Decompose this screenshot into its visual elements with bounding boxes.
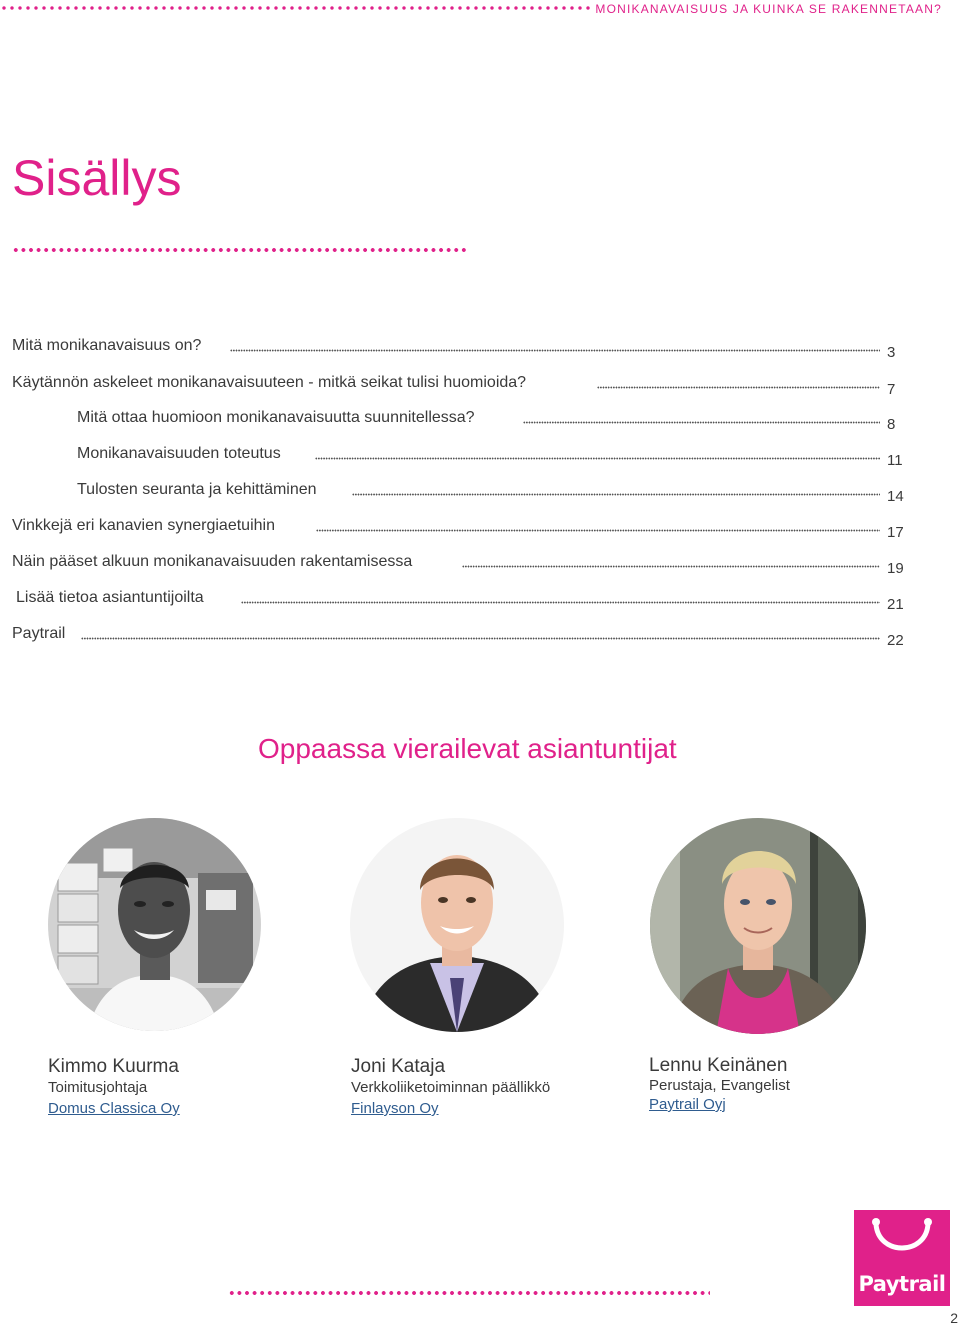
toc-item[interactable]: [0, 516, 960, 540]
toc-item[interactable]: [0, 373, 960, 397]
expert-name: Joni Kataja: [351, 1056, 446, 1077]
toc-item-page: 17: [887, 524, 904, 541]
paytrail-logo: [854, 1210, 950, 1306]
expert-card-lennu: [649, 1055, 790, 1115]
expert-photo-lennu: [650, 818, 866, 1034]
expert-card-kimmo: [48, 1056, 180, 1120]
running-title: MONIKANAVAISUUS JA KUINKA SE RAKENNETAAN?: [595, 2, 942, 16]
toc-dot-leader: [462, 565, 880, 568]
toc-item[interactable]: [0, 588, 960, 612]
toc-item-page: 7: [887, 381, 896, 398]
expert-company-link[interactable]: Domus Classica Oy: [48, 1100, 180, 1117]
toc-dot-leader: [597, 386, 880, 389]
toc-item-page: 14: [887, 488, 904, 505]
bottom-dotted-rule: [228, 1291, 710, 1295]
toc-item-label: Mitä ottaa huomioon monikanavaisuutta suunnitellessa?: [77, 409, 475, 426]
expert-role: Perustaja, Evangelist: [649, 1077, 790, 1094]
toc-item-page: 22: [887, 632, 904, 649]
toc-dot-leader: [316, 529, 880, 532]
expert-company-link[interactable]: Paytrail Oyj: [649, 1096, 726, 1113]
toc-item-label: Tulosten seuranta ja kehittäminen: [77, 481, 317, 498]
expert-photo-joni: [350, 818, 564, 1032]
toc-item-label: Vinkkejä eri kanavien synergiaetuihin: [12, 517, 275, 534]
top-dotted-rule: [0, 6, 590, 10]
experts-heading: Oppaassa vierailevat asiantuntijat: [258, 733, 677, 764]
toc-item-label: Näin pääset alkuun monikanavaisuuden rakentamisessa: [12, 553, 413, 570]
toc-item-page: 11: [887, 452, 903, 469]
page-title: Sisällys: [12, 150, 182, 206]
toc-item-page: 21: [887, 596, 904, 613]
toc-dot-leader: [81, 637, 880, 640]
expert-photo-kimmo: [48, 818, 261, 1031]
toc-item-label: Monikanavaisuuden toteutus: [77, 445, 281, 462]
toc-item[interactable]: [0, 624, 960, 648]
expert-role: Verkkoliiketoiminnan päällikkö: [351, 1079, 551, 1096]
toc-item-label: Mitä monikanavaisuus on?: [12, 337, 202, 354]
page-number: 2: [950, 1310, 958, 1326]
expert-name: Kimmo Kuurma: [48, 1056, 179, 1077]
toc-dot-leader: [523, 421, 880, 424]
shopping-bag-smile-icon: [854, 1210, 950, 1270]
expert-company-link[interactable]: Finlayson Oy: [351, 1100, 439, 1117]
toc-item-page: 8: [887, 416, 896, 433]
toc-item[interactable]: [0, 408, 960, 432]
title-dotted-rule: [12, 248, 468, 252]
toc-item-label: Paytrail: [12, 625, 66, 642]
toc-item-label: Käytännön askeleet monikanavaisuuteen - mitkä seikat tulisi huomioida?: [12, 374, 527, 391]
toc-item[interactable]: [0, 480, 960, 504]
expert-card-joni: [351, 1056, 550, 1120]
toc-dot-leader: [352, 493, 880, 496]
toc-item-page: 3: [887, 344, 896, 361]
expert-role: Toimitusjohtaja: [48, 1079, 148, 1096]
logo-text: Paytrail: [858, 1272, 946, 1296]
toc-item-page: 19: [887, 560, 904, 577]
toc-item[interactable]: [0, 336, 960, 360]
toc-dot-leader: [230, 349, 880, 352]
toc-item[interactable]: [0, 444, 960, 468]
toc-dot-leader: [315, 457, 880, 460]
toc-dot-leader: [241, 601, 880, 604]
expert-name: Lennu Keinänen: [649, 1055, 788, 1076]
toc-item[interactable]: [0, 552, 960, 576]
toc-item-label: Lisää tietoa asiantuntijoilta: [16, 589, 204, 606]
